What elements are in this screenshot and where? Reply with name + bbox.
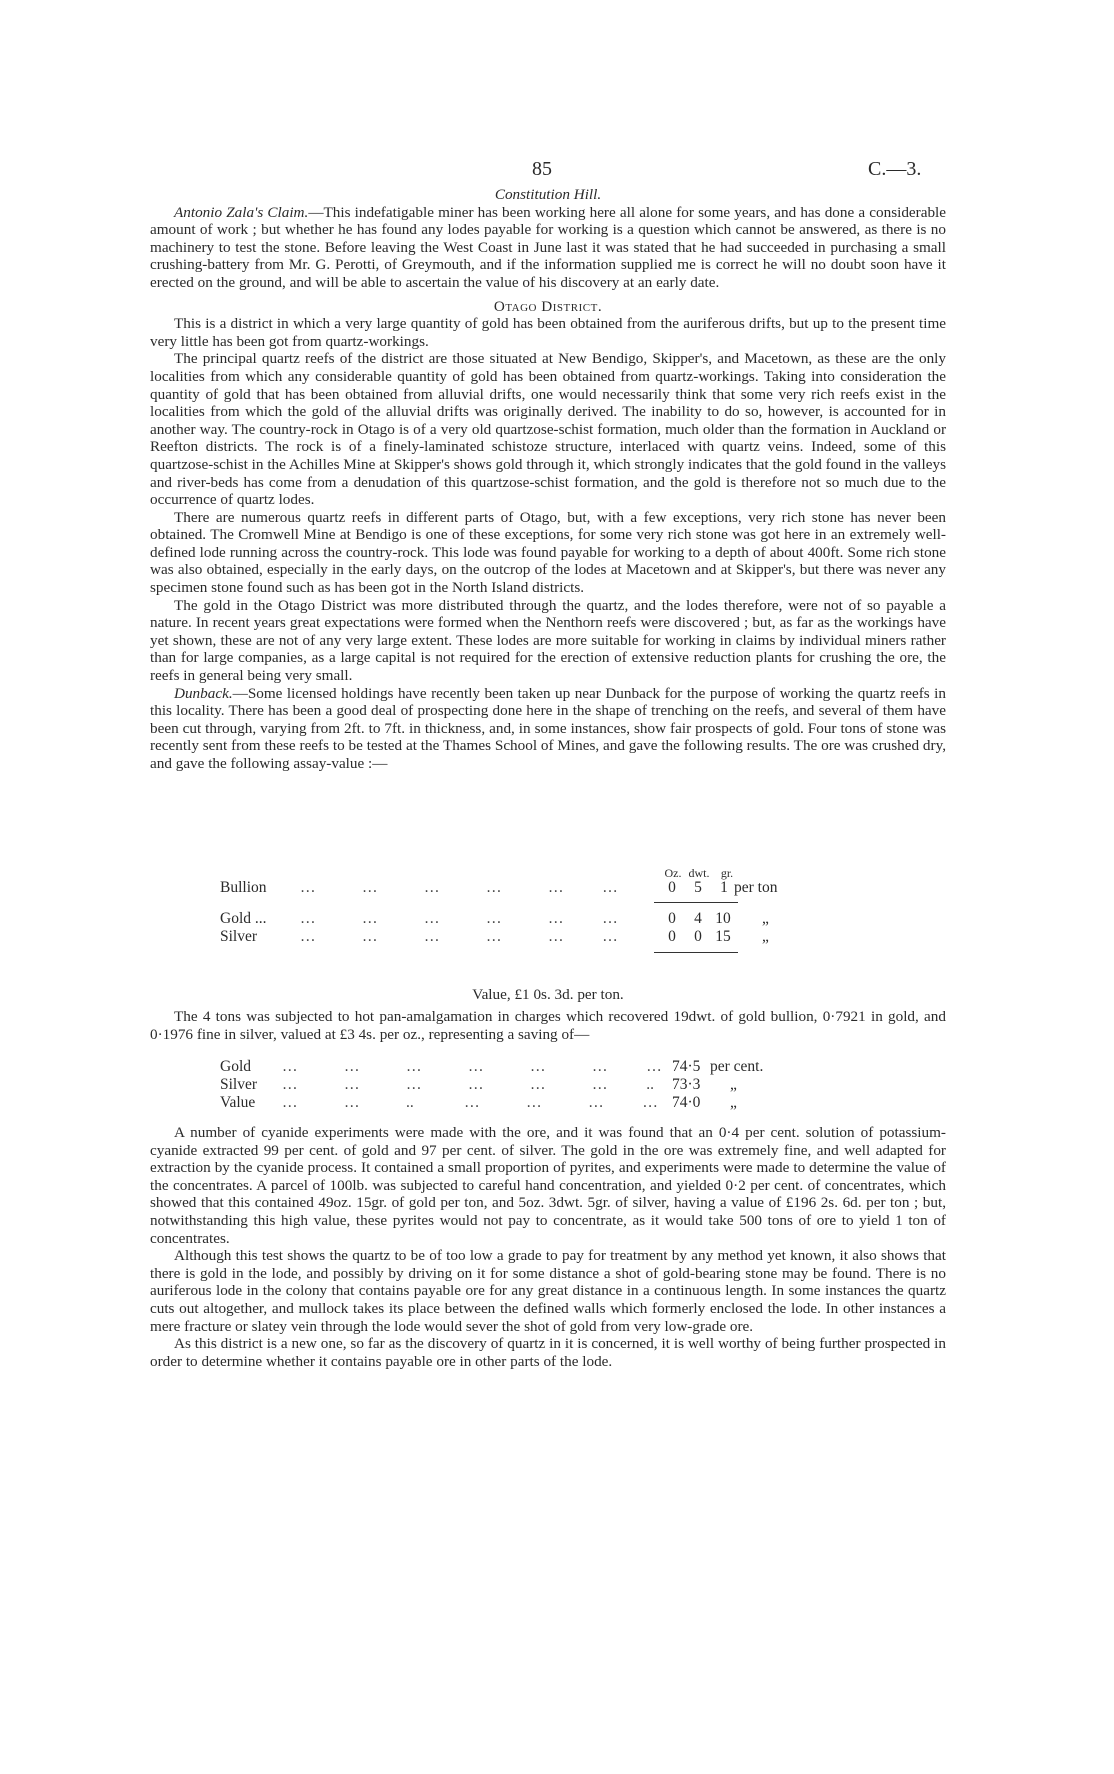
assay-oz: 0 (668, 910, 676, 927)
assay-dwt: 4 (694, 910, 702, 927)
saving-table (150, 1058, 946, 1116)
assay-unit: per ton (734, 879, 778, 896)
text-dunback: —Some licensed holdings have recently been taken up near Dunback for the purpose of working the quartz reefs in this locality. There has been a good deal of prospecting done here in the shape of trenching on the reefs, and several of them have been cut through, varying from 2ft. to 7ft. in thickness, and, in some instances, show fair prospects of gold. Four tons of stone was recently sent from these reefs to be tested at the Thames School of Mines, and gave the following results. The ore was crushed dry, and gave the following assay-value :— (150, 684, 946, 772)
document-reference: C.—3. (868, 158, 922, 180)
amalgamation-column (150, 1008, 946, 1043)
assay-row-silver (150, 928, 946, 946)
saving-value: 74·0 (672, 1094, 701, 1111)
assay-table (150, 866, 946, 976)
lower-text-column (150, 1124, 946, 1370)
assay-gr: 1 (720, 879, 728, 896)
leader-dots: … … .. … … … … (282, 1094, 658, 1111)
paragraph-otago-1: This is a district in which a very large quantity of gold has been obtained from the auriferous drifts, but up to the present time very little has been got from quartz-workings. (150, 315, 946, 350)
text-antonio-zala: —This indefatigable miner has been working here all alone for some years, and has done a considerable amount of work ; but whether he has found any lodes payable for working is a question which cannot be answered, as there is no machinery to test the stone. Before leaving the West Coast in June last it was stated that he had succeeded in purchasing a small crushing-battery from Mr. G. Perotti, of Greymouth, and if the information supplied me is correct he will no doubt soon have it erected on the ground, and will be able to ascertain the value of his discovery at an early date. (150, 203, 947, 291)
saving-row-value (150, 1094, 946, 1112)
assay-unit: „ (762, 928, 769, 945)
paragraph-cyanide: A number of cyanide experiments were made with the ore, and it was found that an 0·4 per cent. solution of potassium-cyanide extracted 99 per cent. of gold and 97 per cent. of silver. The gold in the ore was extremely fine, and well adapted for extraction by the cyanide process. It contained a small proportion of pyrites, and experiments were made to determine the value of the concentrates. A parcel of 100lb. was subjected to careful hand concentration, and yielded 0·2 per cent. of concentrates, which showed that this contained 49oz. 15gr. of gold per ton, and 5oz. 3dwt. 5gr. of silver, having a value of £196 2s. 6d. per ton ; but, notwithstanding this high value, these pyrites would not pay to concentrate, as it would take 500 tons of ore to yield 1 ton of concentrates. (150, 1124, 946, 1247)
section-heading-constitution-hill: Constitution Hill. (494, 186, 602, 203)
unit-gr: gr. (720, 866, 734, 880)
assay-dwt: 0 (694, 928, 702, 945)
upper-text-column (150, 186, 946, 773)
assay-label: Gold ... (220, 910, 267, 927)
paragraph-otago-2: The principal quartz reefs of the district are those situated at New Bendigo, Skipper's, and Macetown, as these are the only localities from which any considerable quantity of gold has been obtained from quartz-workings. Taking into consideration the quantity of gold that has been obtained from alluvial drifts, one would necessarily think that some very rich reefs exist in the localities from which the gold of the alluvial drifts was originally derived. The inability to do so, however, is accounted for in another way. The country-rock in Otago is of a very old quartzose-schist formation, much older than the formation in Auckland or Reefton districts. The rock is of a finely-laminated schistoze structure, interlaced with quartz veins. Indeed, some of this quartzose-schist in the Achilles Mine at Skipper's shows gold through it, which strongly indicates that the gold found in the valleys and river-beds has come from a denudation of this quartzose-schist formation, and the gold is therefore not so much due to the occurrence of quartz lodes. (150, 350, 946, 509)
saving-value: 73·3 (672, 1076, 701, 1093)
paragraph-dunback (150, 685, 946, 773)
assay-oz: 0 (668, 879, 676, 896)
assay-rule-top (654, 902, 738, 903)
assay-gr: 15 (715, 928, 731, 945)
lead-dunback: Dunback. (174, 684, 233, 702)
assay-rule-bottom (654, 952, 738, 953)
paragraph-test-result: Although this test shows the quartz to be of too low a grade to pay for treatment by any method yet known, it also shows that there is gold in the lode, and possibly by driving on it for some distance a shot of gold-bearing stone may be found. There is no auriferous lode in the colony that contains payable ore for any great distance in a continuous length. In some instances the quartz cuts out altogether, and mullock takes its place between the defined walls which formerly enclosed the lode. In other instances a mere fracture or slatey vein through the lode would sever the shot of gold from very low-grade ore. (150, 1247, 946, 1335)
section-heading-otago-district: Otago District. (493, 297, 603, 315)
assay-unit: „ (762, 910, 769, 927)
assay-label: Silver (220, 928, 258, 945)
unit-dwt: dwt. (688, 866, 710, 880)
saving-value: 74·5 (672, 1058, 701, 1075)
leader-dots: … … … … … … (300, 910, 618, 927)
paragraph-antonio-zala (150, 204, 946, 292)
assay-label: Bullion (220, 879, 267, 896)
saving-row-gold (150, 1058, 946, 1076)
saving-label: Silver (220, 1076, 258, 1093)
leader-dots: … … … … … … (300, 928, 618, 945)
saving-unit: „ (730, 1094, 737, 1111)
assay-oz: 0 (668, 928, 676, 945)
paragraph-otago-3: There are numerous quartz reefs in different parts of Otago, but, with a few exceptions, very rich stone has never been obtained. The Cromwell Mine at Bendigo is one of these exceptions, for some very rich stone was got here in an extremely well-defined lode running across the country-rock. This lode was found payable for working to a depth of about 400ft. Some rich stone was also obtained, especially in the early days, on the outcrop of the lodes at Macetown and at Skipper's, but there was never any specimen stone found such as has been got in the North Island districts. (150, 508, 946, 597)
unit-oz: Oz. (664, 866, 682, 880)
saving-unit: per cent. (710, 1058, 764, 1075)
leader-dots: … … … … … … (300, 879, 618, 896)
assay-gr: 10 (715, 910, 731, 927)
lead-antonio-zala: Antonio Zala's Claim. (174, 203, 309, 221)
paragraph-new-district: As this district is a new one, so far as the discovery of quartz in it is concerned, it is well worthy of being further prospected in order to determine whether it contains payable ore in other parts of the lode. (150, 1335, 946, 1370)
assay-value-line: Value, £1 0s. 3d. per ton. (472, 986, 624, 1003)
saving-label: Gold (220, 1058, 251, 1075)
paragraph-otago-4: The gold in the Otago District was more distributed through the quartz, and the lodes therefore, were not of so payable a nature. In recent years great expectations were formed when the Nenthorn reefs were discovered ; but, as far as the workings have yet shown, these are not of any very large extent. These lodes are more suitable for working in claims by individual miners rather than for large companies, as a large capital is not required for the erection of extensive reduction plants for crushing the ore, the reefs in general being very small. (150, 596, 946, 685)
saving-label: Value (220, 1094, 256, 1111)
assay-dwt: 5 (694, 879, 702, 896)
page-number: 85 (532, 158, 552, 180)
assay-row-bullion (150, 879, 946, 897)
paragraph-amalgamation: The 4 tons was subjected to hot pan-amalgamation in charges which recovered 19dwt. of gold bullion, 0·7921 in gold, and 0·1976 fine in silver, valued at £3 4s. per oz., representing a saving of— (150, 1008, 946, 1043)
leader-dots: … … … … … … .. (282, 1076, 654, 1093)
assay-row-gold (150, 910, 946, 928)
saving-row-silver (150, 1076, 946, 1094)
saving-unit: „ (730, 1076, 737, 1093)
leader-dots: … … … … … … … (282, 1058, 662, 1075)
